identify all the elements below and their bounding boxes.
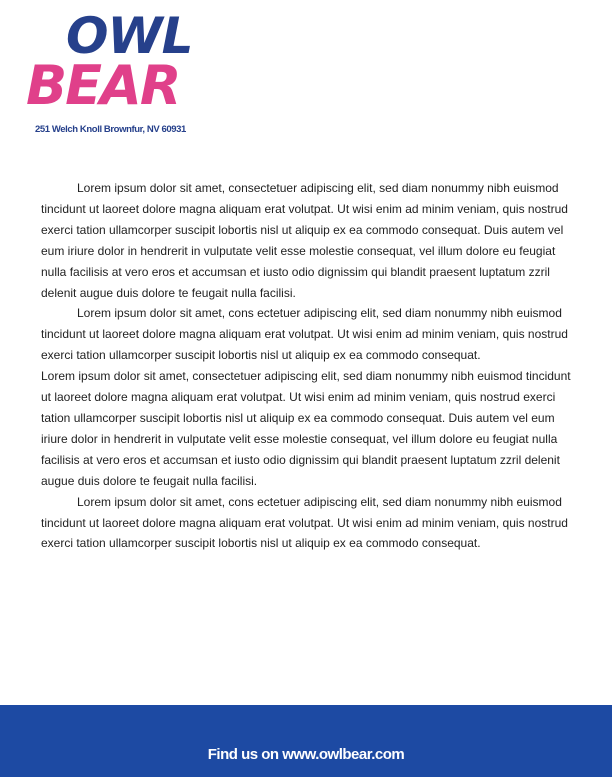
- body-paragraph-1: Lorem ipsum dolor sit amet, consectetuer adipiscing elit, sed diam nonummy nibh euismod tincidunt ut laoreet dolore magna aliquam erat volutpat. Ut wisi enim ad minim veniam, quis nostrud exerci tation ullamcorper suscipit lobortis nisl ut aliquip ex ea commodo consequat. Duis autem vel eum iriure dolor in hendrerit in vulputate velit esse molestie consequat, vel illum dolore eu feugiat nulla facilisis at vero eros et accumsan et iusto odio dignissim qui blandit praesent luptatum zzril delenit augue duis dolore te feugait nulla facilisi.: [41, 181, 568, 300]
- footer-bar: [0, 705, 612, 777]
- company-logo: [26, 6, 193, 118]
- footer-website-text: Find us on www.owlbear.com: [207, 746, 405, 763]
- company-address: 251 Welch Knoll Brownfur, NV 60931: [35, 124, 186, 135]
- logo-owl-text: OWL: [66, 7, 193, 65]
- body-paragraph-4: Lorem ipsum dolor sit amet, cons ectetuer adipiscing elit, sed diam nonummy nibh euismod tincidunt ut laoreet dolore magna aliquam erat volutpat. Ut wisi enim ad minim veniam, quis nostrud exerci tation ullamcorper suscipit lobortis nisl ut aliquip ex ea commodo consequat.: [41, 494, 568, 551]
- body-paragraph-3: Lorem ipsum dolor sit amet, consectetuer adipiscing elit, sed diam nonummy nibh euismod tincidunt ut laoreet dolore magna aliquam erat volutpat. Ut wisi enim ad minim veniam, quis nostrud exerci tation ullamcorper suscipit lobortis nisl ut aliquip ex ea commodo consequat. Duis autem vel eum iriure dolor in hendrerit in vulputate velit esse molestie consequat, vel illum dolore eu feugiat nulla facilisis at vero eros et accumsan et iusto odio dignissim qui blandit praesent luptatum zzril delenit augue duis dolore te feugait nulla facilisi.: [41, 369, 571, 488]
- letter-body: [41, 178, 583, 554]
- body-paragraph-2: Lorem ipsum dolor sit amet, cons ectetuer adipiscing elit, sed diam nonummy nibh euismod tincidunt ut laoreet dolore magna aliquam erat volutpat. Ut wisi enim ad minim veniam, quis nostrud exerci tation ullamcorper suscipit lobortis nisl ut aliquip ex ea commodo consequat.: [41, 306, 568, 363]
- logo-bear-text: BEAR: [26, 54, 180, 117]
